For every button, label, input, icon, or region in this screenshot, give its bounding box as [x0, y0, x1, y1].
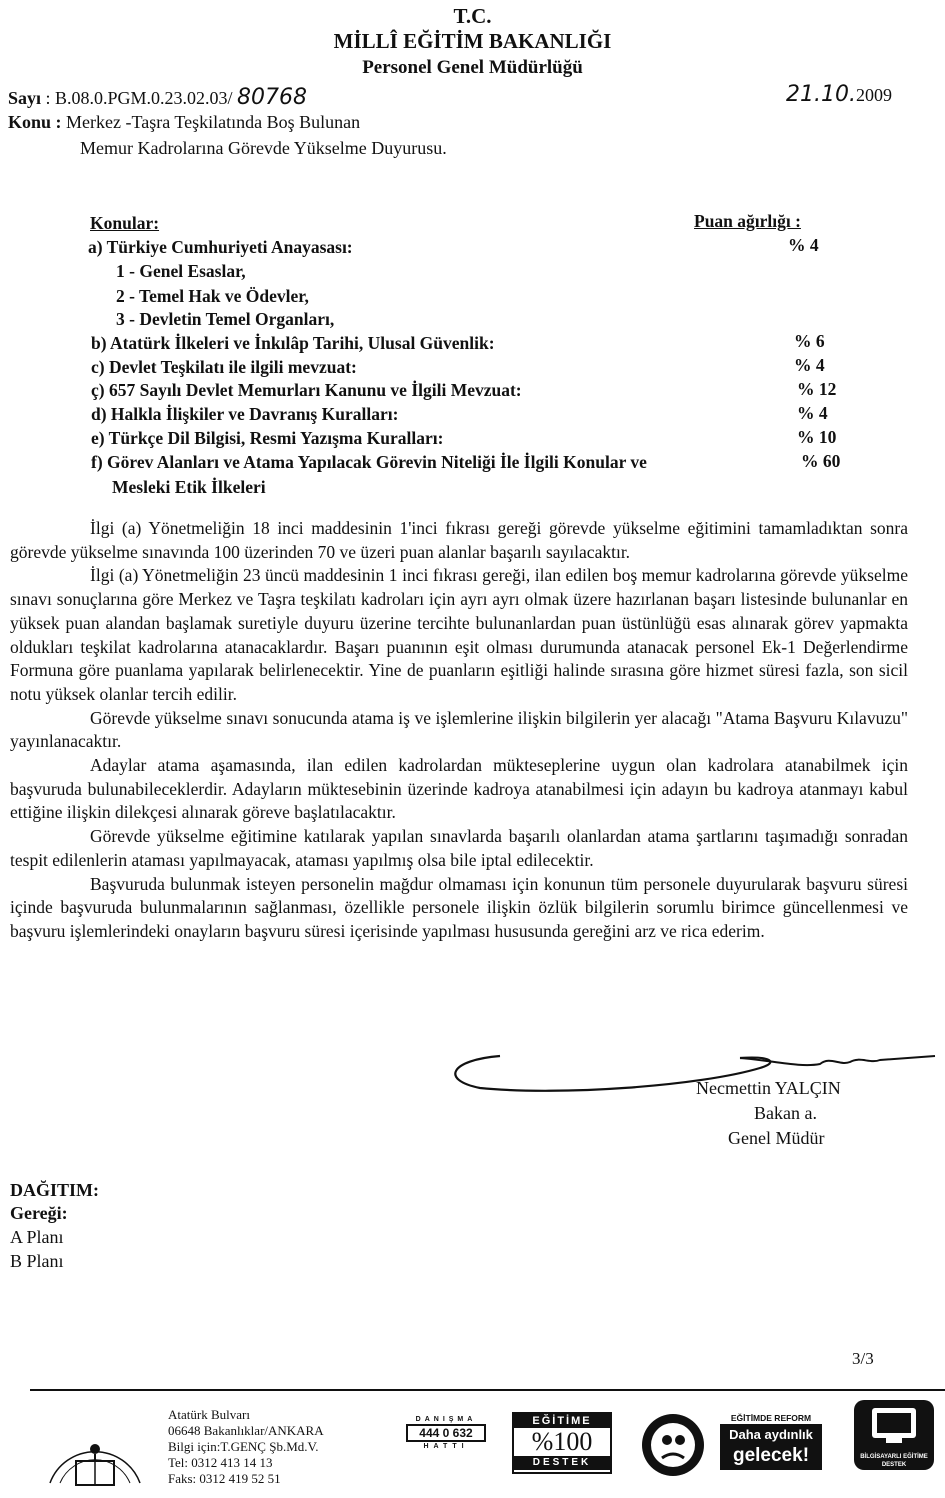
paragraph-6: Başvuruda bulunmak isteyen personelin mağdur olmaması için konunun tüm personele duyurularak başvuru süresi içinde başvuruda bulunmalarının sağlanması, özellikle personele ilişkin özlük bilgilerin sorumlu birimce güncellenmesi ve başvuru işlemlerindeki onayların başvuru süresi içerisinde yapılması hususunda gereğini arz ve rica ederim. [10, 873, 908, 941]
topic-a-3: 3 - Devletin Temel Organları, [116, 309, 335, 329]
topic-a: a) Türkiye Cumhuriyeti Anayasası: [88, 237, 353, 257]
topic-a-weight: % 4 [788, 235, 819, 255]
egitime-bottom: DESTEK [514, 1456, 610, 1470]
footer-fax: Faks: 0312 419 52 51 [168, 1471, 281, 1486]
paragraph-5: Görevde yükselme eğitimine katılarak yapılan sınavlarda başarılı olanlardan atama şartlarını taşımadığı sonradan tespit edilenlerin ataması yapılmayacak, ataması yapılmış olsa bile iptal edilecektir. [10, 826, 908, 870]
haydi-kizlar-icon [640, 1406, 706, 1484]
header-tc: T.C. [453, 4, 492, 28]
topic-e: e) Türkçe Dil Bilgisi, Resmi Yazışma Kuralları: [91, 428, 444, 448]
handwritten-signature [440, 1038, 940, 1098]
topic-a-1: 1 - Genel Esaslar, [116, 261, 246, 281]
ministry-seal-icon [36, 1405, 154, 1493]
topic-e-weight: % 10 [797, 427, 837, 447]
egitime-destek-logo [512, 1412, 612, 1474]
bilgisayarli-text: BİLGİSAYARLI EĞİTİME DESTEK [860, 1454, 928, 1468]
konu-text-2: Memur Kadrolarına Görevde Yükselme Duyurusu. [80, 138, 447, 158]
footer-tel: Tel: 0312 413 14 13 [168, 1455, 273, 1470]
date-line [786, 82, 892, 107]
haydi-kizlar-logo [640, 1406, 706, 1484]
konu-line [8, 112, 360, 132]
distribution-item-b: B Planı [10, 1251, 64, 1271]
bilgisayarli-egitim-logo [854, 1400, 934, 1470]
signer-title-1: Bakan a. [754, 1103, 817, 1123]
sayi-value: : B.08.0.PGM.0.23.02.03/ [45, 88, 233, 108]
footer-info: Bilgi için:T.GENÇ Şb.Md.V. [168, 1439, 319, 1454]
paragraph-2: İlgi (a) Yönetmeliğin 23 üncü maddesinin 1 inci fıkrası gereği, ilan edilen boş memur kadrolarına görevde yükselme sınavı sonuçlarına göre Merkez ve Taşra teşkilatı kadroları için ayrı ayrı olmak üzere hazırlanan başarı listesinde bulunanlar en yüksek puan alandan başlamak suretiyle duyuru üzerine tercihte bulunanlardan puan üstünlüğü esas alınarak görev yapmakta oldukları teşkilat kadrolarına atanacaklardır. Başarı puanının eşit olması durumunda atanacak personel Ek-1 Değerlendirme Formuna göre puanlama yapılarak belirlenecektir. Yine de puanların eşitliği halinde sırasına göre hizmet süresi fazla, son sicil notu yüksek olanlar tercih edilir. [10, 565, 908, 704]
paragraph-4: Adaylar atama aşamasında, ilan edilen kadrolardan mükteseplerine uygun olan kadrolara atanabilmek için başvuruda bulunabileceklerdir. Adayların müktesebinin üzerinde kadroya atanabilmesi için adayın bu kadroya atanmayı kabul ettiğine ilişkin dilekçesi alınarak göreve başlatılacaktır. [10, 755, 908, 823]
sayi-label: Sayı [8, 88, 42, 108]
topic-a-2: 2 - Temel Hak ve Ödevler, [116, 286, 309, 306]
danisma-bottom: HATTI [423, 1443, 469, 1450]
topics-header-left: Konular: [90, 213, 160, 233]
date-handwritten: 21.10. [786, 82, 856, 107]
header-ministry: MİLLÎ EĞİTİM BAKANLIĞI [333, 29, 612, 53]
danisma-number: 444 0 632 [406, 1424, 486, 1442]
distribution-item-a: A Planı [10, 1227, 64, 1247]
header-directorate: Personel Genel Müdürlüğü [362, 57, 583, 78]
body-paragraphs [10, 517, 908, 944]
computer-icon [854, 1400, 934, 1448]
footer-address-2: 06648 Bakanlıklar/ANKARA [168, 1423, 324, 1438]
topic-c-weight: % 4 [794, 355, 825, 375]
footer-address [168, 1407, 324, 1487]
paragraph-1: İlgi (a) Yönetmeliğin 18 inci maddesinin 1'inci fıkrası gereği görevde yükselme eğitimini tamamladıktan sonra görevde yükselme sınavında 100 üzerinden 70 ve üzeri puan alanlar başarılı sayılacaktır. [10, 518, 908, 562]
date-printed: 2009 [855, 85, 892, 105]
egitime-top: EĞİTİME [514, 1414, 610, 1428]
footer-divider [30, 1389, 945, 1391]
egitimde-reform-logo [720, 1412, 822, 1478]
danisma-top: DANIŞMA [415, 1416, 477, 1423]
topic-c: c) Devlet Teşkilatı ile ilgili mevzuat: [91, 357, 357, 377]
reform-bottom: gelecek! [732, 1445, 810, 1466]
footer-address-1: Atatürk Bulvarı [168, 1407, 250, 1422]
topic-d: d) Halkla İlişkiler ve Davranış Kuralları: [91, 404, 399, 424]
ministry-seal-logo [36, 1405, 154, 1493]
reform-top: EĞİTİMDE REFORM [730, 1413, 812, 1423]
topic-f-weight: % 60 [801, 451, 841, 471]
sayi-line [8, 86, 307, 111]
topic-c-cedilla: ç) 657 Sayılı Devlet Memurları Kanunu ve İlgili Mevzuat: [91, 380, 522, 400]
topic-b: b) Atatürk İlkeleri ve İnkılâp Tarihi, Ulusal Güvenlik: [91, 333, 495, 353]
reform-mid: Daha aydınlık [729, 1427, 813, 1442]
paragraph-3: Görevde yükselme sınavı sonucunda atama iş ve işlemlerine ilişkin bilgilerin yer alacağı "Atama Başvuru Kılavuzu" yayınlanacaktır. [10, 707, 908, 752]
topic-b-weight: % 6 [794, 331, 825, 351]
distribution-heading: DAĞITIM: [10, 1180, 99, 1200]
sayi-handwritten: 80768 [237, 85, 308, 110]
konu-label: Konu : [8, 112, 62, 132]
topic-f: f) Görev Alanları ve Atama Yapılacak Görevin Niteliği İle İlgili Konular ve [91, 452, 647, 472]
topic-c-cedilla-weight: % 12 [797, 379, 837, 399]
page-number: 3/3 [852, 1349, 874, 1368]
egitime-mid: %100 [531, 1427, 593, 1456]
topic-f-cont: Mesleki Etik İlkeleri [112, 477, 266, 497]
topic-d-weight: % 4 [797, 403, 828, 423]
danisma-hatti-logo [404, 1416, 488, 1450]
konu-text-1: Merkez -Taşra Teşkilatında Boş Bulunan [66, 112, 361, 132]
distribution-subheading: Gereği: [10, 1203, 68, 1223]
topics-header-right: Puan ağırlığı : [694, 211, 801, 231]
signer-title-2: Genel Müdür [728, 1128, 825, 1148]
signer-name: Necmettin YALÇIN [696, 1078, 841, 1098]
